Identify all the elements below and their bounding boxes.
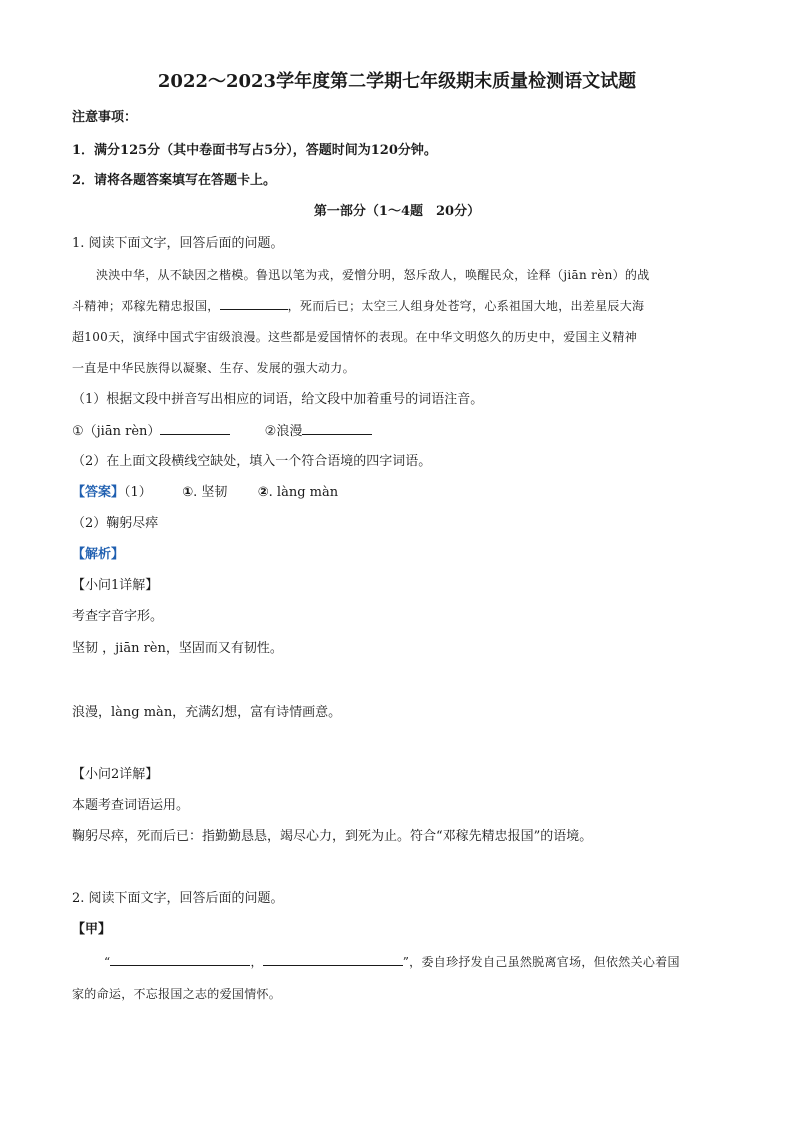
analysis-label: 【解析】 xyxy=(72,547,125,562)
q1-prompt: 1. 阅读下面文字，回答后面的问题。 xyxy=(72,236,284,251)
q2-line-1-rest: ”，委自珍抒发自己虽然脱离官场，但依然关心着国 xyxy=(402,955,680,969)
sub-question-2-line-1: 本题考查词语运用。 xyxy=(72,798,190,813)
sub-question-1-line-3: 浪漫，làng màn，充满幻想，富有诗情画意。 xyxy=(72,705,342,720)
notes-item-2: 2．请将各题答案填写在答题卡上。 xyxy=(72,173,277,188)
answer-line xyxy=(72,483,338,503)
sub1-b-blank[interactable] xyxy=(302,421,372,435)
answer-value-1: . 坚韧 xyxy=(193,485,228,500)
q1-sub1: （1）根据文段中拼音写出相应的词语，给文段中加着重号的词语注音。 xyxy=(72,392,484,407)
q1-passage-line-1: 泱泱中华，从不缺因之楷模。鲁迅以笔为戎，爱憎分明，怒斥敌人，唤醒民众，诠释（jiān rèn）的战 xyxy=(96,268,650,282)
section-title: 第一部分（1～4题 20分） xyxy=(313,204,481,219)
page-title: 2022～2023学年度第二学期七年级期末质量检测语文试题 xyxy=(157,71,637,92)
q2-comma: ， xyxy=(250,955,263,969)
q2-blank-2[interactable] xyxy=(263,952,403,966)
sub1-a-blank[interactable] xyxy=(160,421,230,435)
answer-1-prefix: （1） xyxy=(124,485,152,500)
sub-question-2-line-2: 鞠躬尽瘁，死而后已：指勤勤恳恳，竭尽心力，到死为止。符合“邓稼先精忠报国”的语境。 xyxy=(72,829,593,844)
q1-passage-line-3: 超100天，演绎中国式宇宙级浪漫。这些都是爱国情怀的表现。在中华文明悠久的历史中，爱国主义精神 xyxy=(72,330,638,344)
q2-line-2: 家的命运，不忘报国之志的爱国情怀。 xyxy=(72,987,282,1001)
q2-line-1 xyxy=(104,952,680,972)
sub1-b-label: ②浪漫 xyxy=(264,424,303,439)
answer-mark-2: ② xyxy=(257,485,269,500)
answer-2: （2）鞠躬尽瘁 xyxy=(72,516,159,531)
q1-passage-line-4: 一直是中华民族得以凝聚、生存、发展的强大动力。 xyxy=(72,361,355,375)
passage-blank[interactable] xyxy=(220,296,288,310)
q1-passage-line-2 xyxy=(72,296,644,316)
sub-question-2-label: 【小问2详解】 xyxy=(72,767,159,782)
q2-part-label: 【甲】 xyxy=(72,922,112,937)
answer-label: 【答案】 xyxy=(72,485,125,500)
notes-heading: 注意事项： xyxy=(72,110,138,125)
sub-question-1-line-1: 考查字音字形。 xyxy=(72,609,164,624)
notes-item-1: 1．满分125分（其中卷面书写占5分），答题时间为120分钟。 xyxy=(72,143,437,158)
answer-value-2: . làng màn xyxy=(268,485,339,500)
passage-line-2-end: ，死而后已；太空三人组身处苍穹，心系祖国大地，出差星辰大海 xyxy=(287,299,645,313)
sub-question-1-line-2: 坚韧 ，jiān rèn，坚固而又有韧性。 xyxy=(72,641,283,656)
answer-mark-1: ① xyxy=(182,485,194,500)
passage-line-2-start: 斗精神；邓稼先精忠报国， xyxy=(72,299,220,313)
q2-prompt: 2. 阅读下面文字，回答后面的问题。 xyxy=(72,891,284,906)
q2-blank-1[interactable] xyxy=(110,952,250,966)
q1-sub2: （2）在上面文段横线空缺处，填入一个符合语境的四字词语。 xyxy=(72,454,432,469)
sub-question-1-label: 【小问1详解】 xyxy=(72,578,159,593)
q2-open-quote: “ xyxy=(104,955,111,969)
sub1-a-label: ①（jiān rèn） xyxy=(72,424,161,439)
q1-sub1-answers xyxy=(72,421,372,442)
